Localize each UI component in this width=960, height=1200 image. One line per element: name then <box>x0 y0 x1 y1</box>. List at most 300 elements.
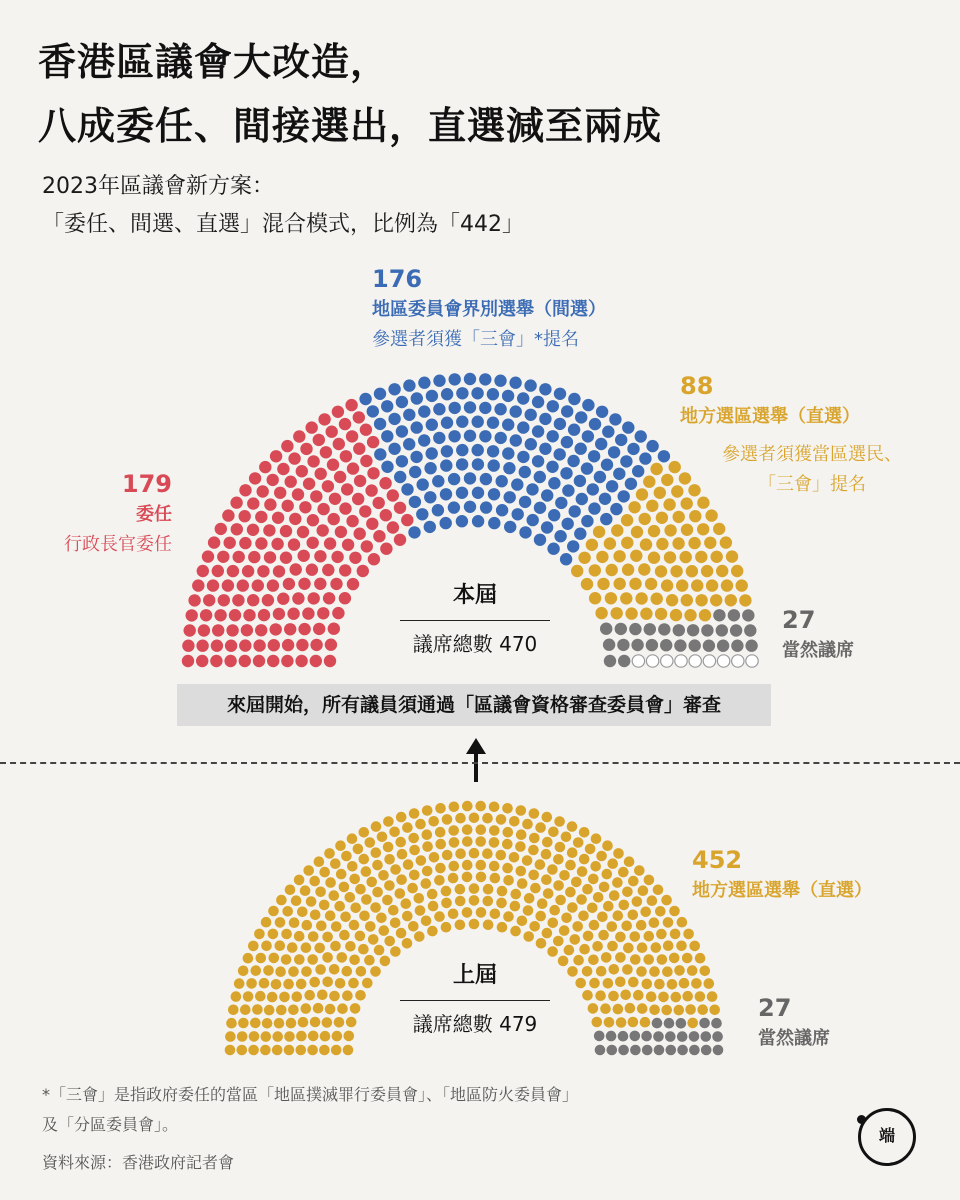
previous-seat-direct <box>516 866 527 877</box>
current-seat-direct <box>679 472 691 484</box>
current-seat-ex_officio-vacant <box>732 655 744 667</box>
current-seat-direct <box>625 607 637 619</box>
current-seat-direct <box>630 550 642 562</box>
previous-seat-direct <box>325 910 336 921</box>
current-seat-direct <box>631 526 643 538</box>
current-seat-appointed <box>222 509 234 521</box>
previous-seat-direct <box>669 953 680 964</box>
previous-seat-direct <box>346 1017 357 1028</box>
current-seat-indirect <box>426 390 438 402</box>
current-seat-direct <box>666 594 678 606</box>
previous-total-label: 議席總數 479 <box>412 1012 538 1036</box>
current-seat-appointed <box>255 624 267 636</box>
previous-seat-direct <box>609 964 620 975</box>
previous-seat-direct <box>638 885 649 896</box>
previous-seat-direct <box>517 916 528 927</box>
previous-seat-direct <box>382 895 393 906</box>
previous-seat-direct <box>621 921 632 932</box>
previous-seat-direct <box>271 979 282 990</box>
current-seat-appointed <box>324 655 336 667</box>
previous-seat-direct <box>238 1018 249 1029</box>
current-seat-appointed <box>380 509 392 521</box>
current-seat-indirect <box>554 448 566 460</box>
current-seat-direct <box>654 487 666 499</box>
current-seat-indirect <box>396 425 408 437</box>
previous-seat-direct <box>613 1004 624 1015</box>
previous-seat-direct <box>383 842 394 853</box>
previous-seat-direct <box>339 930 350 941</box>
current-seat-indirect <box>618 490 630 502</box>
current-seat-direct <box>705 509 717 521</box>
current-seat-appointed <box>281 440 293 452</box>
current-seat-direct <box>704 537 716 549</box>
current-seat-appointed <box>247 497 259 509</box>
previous-seat-direct <box>272 1031 283 1042</box>
previous-seat-direct <box>608 991 619 1002</box>
previous-seat-direct <box>489 802 500 813</box>
previous-seat-direct <box>553 854 564 865</box>
previous-seat-direct <box>548 918 559 929</box>
current-seat-indirect <box>519 496 531 508</box>
previous-seat-direct <box>330 941 341 952</box>
direct-note-line-2: 「三會」提名 <box>758 474 866 495</box>
current-seat-appointed <box>200 609 212 621</box>
previous-seat-direct <box>428 816 439 827</box>
previous-seat-ex_officio <box>595 1045 606 1056</box>
current-seat-appointed <box>229 609 241 621</box>
current-seat-indirect <box>456 444 468 456</box>
current-seat-ex_officio <box>617 639 629 651</box>
current-seat-indirect <box>388 383 400 395</box>
previous-seat-direct <box>319 867 330 878</box>
current-seat-indirect <box>449 402 461 414</box>
current-seat-appointed <box>347 578 359 590</box>
current-seat-indirect <box>581 515 593 527</box>
previous-seat-direct <box>396 874 407 885</box>
previous-seat-direct <box>602 840 613 851</box>
previous-seat-direct <box>408 833 419 844</box>
current-seat-direct <box>645 578 657 590</box>
current-seat-indirect <box>464 430 476 442</box>
previous-seat-direct <box>516 829 527 840</box>
current-seat-indirect <box>562 484 574 496</box>
current-seat-appointed <box>207 579 219 591</box>
current-seat-appointed <box>387 489 399 501</box>
current-seat-indirect <box>582 430 594 442</box>
previous-seat-direct <box>640 907 651 918</box>
previous-seat-direct <box>469 919 480 930</box>
current-seat-indirect <box>448 473 460 485</box>
current-seat-appointed <box>257 485 269 497</box>
previous-seat-direct <box>302 920 313 931</box>
current-seat-ex_officio <box>728 609 740 621</box>
previous-seat-ex_officio <box>652 1018 663 1029</box>
previous-seat-direct <box>366 877 377 888</box>
current-seat-ex_officio <box>716 624 728 636</box>
current-seat-indirect <box>502 419 514 431</box>
previous-seat-direct <box>541 849 552 860</box>
current-seat-ex_officio <box>703 640 715 652</box>
current-seat-indirect <box>627 443 639 455</box>
previous-seat-direct <box>325 877 336 888</box>
current-seat-indirect <box>574 475 586 487</box>
previous-seat-direct <box>628 1017 639 1028</box>
previous-seat-direct <box>414 931 425 942</box>
current-seat-appointed <box>317 503 329 515</box>
current-seat-indirect <box>519 466 531 478</box>
current-seat-indirect <box>418 434 430 446</box>
previous-seat-direct <box>590 861 601 872</box>
previous-seat-direct <box>282 906 293 917</box>
previous-seat-direct <box>268 906 279 917</box>
previous-seat-direct <box>637 942 648 953</box>
previous-seat-direct <box>489 861 500 872</box>
current-seat-indirect <box>568 424 580 436</box>
previous-seat-direct <box>448 825 459 836</box>
current-seat-appointed <box>248 551 260 563</box>
current-seat-indirect <box>433 375 445 387</box>
previous-seat-direct <box>342 966 353 977</box>
previous-seat-direct <box>620 990 631 1001</box>
current-seat-direct <box>706 579 718 591</box>
previous-seat-direct <box>554 816 565 827</box>
previous-seat-direct <box>343 1045 354 1056</box>
direct-label <box>680 370 860 432</box>
current-seat-direct <box>648 552 660 564</box>
previous-seat-direct <box>469 813 480 824</box>
previous-seat-direct <box>530 883 541 894</box>
current-seat-appointed <box>346 430 358 442</box>
previous-seat-direct <box>599 882 610 893</box>
current-seat-direct <box>611 524 623 536</box>
current-seat-appointed <box>332 607 344 619</box>
current-seat-indirect <box>613 468 625 480</box>
current-seat-appointed <box>192 579 204 591</box>
current-seat-indirect <box>575 411 587 423</box>
previous-seat-direct <box>689 941 700 952</box>
previous-seat-ex_officio <box>711 1018 722 1029</box>
current-seat-indirect <box>567 540 579 552</box>
previous-seat-direct <box>657 954 668 965</box>
previous-seat-direct <box>558 956 569 967</box>
previous-seat-direct <box>667 979 678 990</box>
previous-seat-direct <box>434 911 445 922</box>
previous-seat-direct <box>228 1005 239 1016</box>
current-seat-ex_officio-vacant <box>746 655 758 667</box>
previous-seat-direct <box>449 837 460 848</box>
current-seat-direct <box>664 551 676 563</box>
previous-seat-direct <box>567 966 578 977</box>
current-seat-appointed <box>196 640 208 652</box>
current-seat-indirect <box>388 443 400 455</box>
previous-seat-direct <box>334 901 345 912</box>
previous-seat-direct <box>636 966 647 977</box>
previous-direct-label <box>692 844 872 906</box>
previous-seat-direct <box>522 855 533 866</box>
previous-seat-direct <box>309 977 320 988</box>
current-seat-indirect <box>511 478 523 490</box>
previous-seat-direct <box>589 978 600 989</box>
previous-seat-direct <box>296 979 307 990</box>
previous-seat-ex_officio <box>630 1031 641 1042</box>
current-seat-appointed <box>292 592 304 604</box>
previous-seat-direct <box>372 887 383 898</box>
current-seat-ex_officio-vacant <box>632 655 644 667</box>
previous-seat-direct <box>455 813 466 824</box>
previous-seat-direct <box>517 878 528 889</box>
current-seat-appointed <box>310 655 322 667</box>
previous-seat-direct <box>579 944 590 955</box>
current-seat-indirect <box>646 440 658 452</box>
previous-seat-direct <box>516 805 527 816</box>
current-seat-appointed <box>239 484 251 496</box>
current-seat-indirect <box>519 526 531 538</box>
previous-seat-direct <box>496 814 507 825</box>
current-seat-ex_officio-vacant <box>661 655 673 667</box>
previous-seat-direct <box>575 978 586 989</box>
current-seat-indirect <box>494 375 506 387</box>
current-seat-direct <box>640 608 652 620</box>
previous-seat-direct <box>300 885 311 896</box>
previous-seat-direct <box>503 911 514 922</box>
previous-seat-direct <box>502 839 513 850</box>
previous-seat-ex_officio <box>654 1045 665 1056</box>
current-seat-indirect <box>388 413 400 425</box>
previous-seat-direct <box>409 870 420 881</box>
current-seat-direct <box>655 608 667 620</box>
previous-seat-direct <box>308 931 319 942</box>
previous-seat-direct <box>315 887 326 898</box>
previous-seat-direct <box>416 855 427 866</box>
appointed-note: 行政長官委任 <box>64 534 172 555</box>
current-seat-indirect <box>610 503 622 515</box>
current-seat-direct <box>681 594 693 606</box>
current-seat-indirect <box>456 515 468 527</box>
current-seat-indirect <box>396 396 408 408</box>
previous-seat-direct <box>644 931 655 942</box>
current-seat-indirect <box>541 489 553 501</box>
current-seat-direct <box>688 537 700 549</box>
current-seat-direct <box>670 565 682 577</box>
previous-seat-direct <box>707 991 718 1002</box>
current-seat-appointed <box>277 593 289 605</box>
previous-seat-direct <box>262 1018 273 1029</box>
previous-seat-direct <box>676 941 687 952</box>
previous-seat-direct <box>238 966 249 977</box>
previous-seat-direct <box>359 827 370 838</box>
previous-seat-direct <box>285 885 296 896</box>
current-seat-appointed <box>368 553 380 565</box>
previous-seat-direct <box>612 877 623 888</box>
current-seat-indirect <box>554 418 566 430</box>
previous-seat-direct <box>388 905 399 916</box>
current-seat-indirect <box>471 387 483 399</box>
current-seat-indirect <box>464 501 476 513</box>
current-seat-appointed <box>237 579 249 591</box>
previous-seat-direct <box>397 849 408 860</box>
previous-seat-direct <box>455 920 466 931</box>
previous-seat-direct <box>359 911 370 922</box>
current-seat-ex_officio-vacant <box>689 655 701 667</box>
current-seat-appointed <box>283 578 295 590</box>
current-seat-indirect <box>517 421 529 433</box>
previous-seat-direct <box>294 931 305 942</box>
previous-seat-direct <box>567 821 578 832</box>
current-seat-indirect <box>576 493 588 505</box>
current-seat-appointed <box>232 594 244 606</box>
current-seat-direct <box>710 594 722 606</box>
previous-seat-direct <box>577 866 588 877</box>
previous-seat-direct <box>274 1018 285 1029</box>
current-seat-appointed <box>300 443 312 455</box>
current-seat-indirect <box>632 465 644 477</box>
current-seat-appointed <box>354 528 366 540</box>
direct-note <box>722 440 902 500</box>
previous-seat-direct <box>704 978 715 989</box>
previous-seat-direct <box>248 941 259 952</box>
current-seat-direct <box>656 512 668 524</box>
current-seat-appointed <box>287 608 299 620</box>
current-seat-ex_officio-vacant <box>675 655 687 667</box>
previous-seat-direct <box>365 837 376 848</box>
current-seat-ex_officio <box>604 655 616 667</box>
current-seat-indirect <box>495 432 507 444</box>
previous-seat-direct <box>576 894 587 905</box>
previous-seat-direct <box>296 1045 307 1056</box>
current-seat-indirect <box>464 373 476 385</box>
current-seat-indirect <box>526 483 538 495</box>
current-seat-appointed <box>379 477 391 489</box>
current-seat-indirect <box>517 451 529 463</box>
appointed-count: 179 <box>121 470 172 498</box>
previous-seat-direct <box>322 952 333 963</box>
current-seat-direct <box>661 579 673 591</box>
current-seat-appointed <box>233 551 245 563</box>
current-seat-appointed <box>239 655 251 667</box>
previous-seat-direct <box>395 837 406 848</box>
previous-seat-direct <box>669 906 680 917</box>
current-seat-appointed <box>225 640 237 652</box>
previous-seat-direct <box>422 829 433 840</box>
current-seat-direct <box>676 579 688 591</box>
current-seat-appointed <box>272 512 284 524</box>
current-seat-ex_officio <box>689 639 701 651</box>
previous-seat-direct <box>658 992 669 1003</box>
current-seat-direct <box>635 592 647 604</box>
current-seat-indirect <box>403 438 415 450</box>
current-seat-indirect <box>635 430 647 442</box>
current-seat-direct <box>664 524 676 536</box>
current-seat-appointed <box>271 538 283 550</box>
current-seat-direct <box>571 565 583 577</box>
previous-seat-direct <box>632 896 643 907</box>
current-seat-appointed <box>258 609 270 621</box>
previous-seat-direct <box>329 890 340 901</box>
current-seat-ex_officio <box>660 639 672 651</box>
previous-seat-direct <box>603 901 614 912</box>
current-seat-indirect <box>587 483 599 495</box>
current-seat-indirect <box>658 450 670 462</box>
current-seat-indirect <box>502 390 514 402</box>
current-seat-appointed <box>314 550 326 562</box>
previous-seat-direct <box>683 929 694 940</box>
current-seat-appointed <box>182 655 194 667</box>
previous-seat-direct <box>225 1031 236 1042</box>
current-seat-appointed <box>334 471 346 483</box>
current-seat-appointed <box>352 493 364 505</box>
current-seat-indirect <box>562 518 574 530</box>
current-seat-appointed <box>285 476 297 488</box>
current-seat-direct <box>701 565 713 577</box>
previous-seat-ex_officio <box>677 1045 688 1056</box>
previous-seat-direct <box>335 978 346 989</box>
current-seat-direct <box>620 592 632 604</box>
current-seat-indirect <box>464 401 476 413</box>
current-seat-indirect <box>479 430 491 442</box>
previous-seat-direct <box>251 965 262 976</box>
current-seat-indirect <box>589 418 601 430</box>
previous-seat-direct <box>561 913 572 924</box>
previous-seat-direct <box>510 901 521 912</box>
current-seat-indirect <box>561 436 573 448</box>
previous-seat-direct <box>630 931 641 942</box>
previous-seat-direct <box>615 932 626 943</box>
previous-seat-direct <box>644 875 655 886</box>
previous-seat-direct <box>307 1045 318 1056</box>
current-seat-appointed <box>332 406 344 418</box>
current-seat-indirect <box>426 447 438 459</box>
footnote-line-2: 及「分區委員會」。 <box>42 1115 179 1134</box>
previous-seat-direct <box>455 848 466 859</box>
current-seat-appointed <box>289 513 301 525</box>
previous-seat-direct <box>475 836 486 847</box>
previous-seat-direct <box>469 883 480 894</box>
current-seat-direct <box>655 565 667 577</box>
previous-seat-direct <box>636 920 647 931</box>
current-seat-indirect <box>424 491 436 503</box>
previous-seat-direct <box>409 808 420 819</box>
current-seat-direct <box>739 594 751 606</box>
current-seat-direct <box>673 511 685 523</box>
current-seat-indirect <box>487 417 499 429</box>
previous-seat-direct <box>535 822 546 833</box>
previous-seat-ex_officio <box>618 1045 629 1056</box>
current-seat-appointed <box>318 413 330 425</box>
previous-seat-direct <box>441 922 452 933</box>
current-seat-appointed <box>367 467 379 479</box>
previous-seat-direct <box>276 1005 287 1016</box>
current-seat-indirect <box>555 497 567 509</box>
previous-seat-direct <box>361 866 372 877</box>
previous-seat-direct <box>469 848 480 859</box>
current-seat-appointed <box>215 523 227 535</box>
current-seat-appointed <box>323 592 335 604</box>
previous-seat-direct <box>294 875 305 886</box>
previous-seat-direct <box>607 921 618 932</box>
previous-seat-direct <box>643 954 654 965</box>
current-seat-appointed <box>317 524 329 536</box>
footnote-line-1: *「三會」是指政府委任的當區「地區撲滅罪行委員會」、「地區防火委員會」 <box>42 1085 579 1104</box>
current-seat-indirect <box>554 530 566 542</box>
direct-note-line-1: 參選者須獲當區選民、 <box>722 444 902 465</box>
previous-seat-direct <box>267 992 278 1003</box>
current-seat-appointed <box>188 594 200 606</box>
current-seat-indirect <box>510 405 522 417</box>
previous-seat-direct <box>671 992 682 1003</box>
previous-seat-direct <box>455 884 466 895</box>
current-seat-appointed <box>253 639 265 651</box>
current-seat-direct <box>648 525 660 537</box>
